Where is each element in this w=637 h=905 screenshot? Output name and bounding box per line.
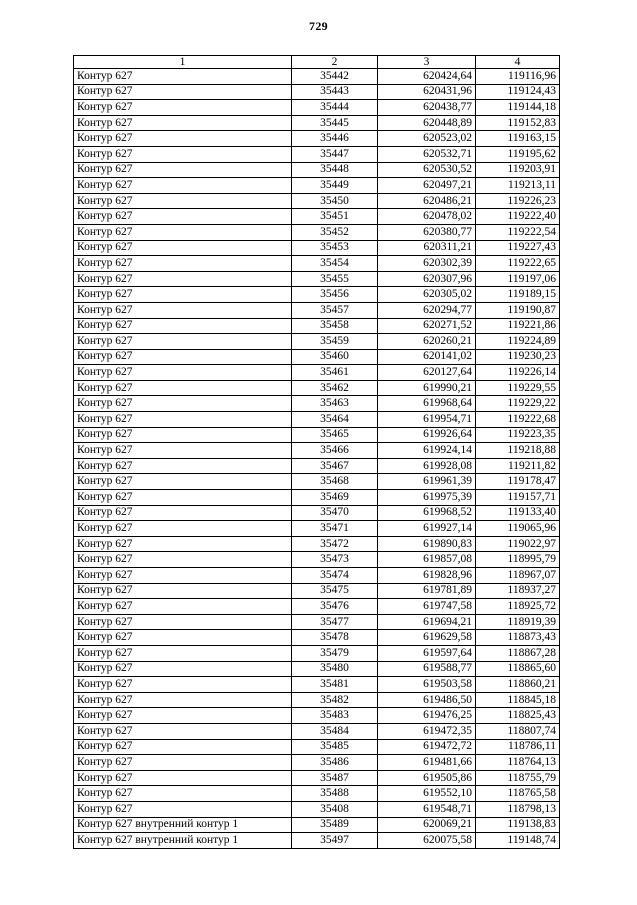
coordinate-y-cell: 118867,28 [476,645,560,661]
point-number-cell: 35466 [292,443,378,459]
contour-name-cell: Контур 627 [74,645,292,661]
coordinate-x-cell: 620127,64 [378,365,476,381]
coordinate-x-cell: 619926,64 [378,427,476,443]
point-number-cell: 35479 [292,645,378,661]
table-row [74,287,560,303]
coordinate-y-cell: 119065,96 [476,521,560,537]
coordinate-y-cell: 119116,96 [476,69,560,85]
point-number-cell: 35456 [292,287,378,303]
point-number-cell: 35443 [292,84,378,100]
contour-name-cell: Контур 627 [74,256,292,272]
table-row [74,833,560,849]
table-row [74,349,560,365]
coordinate-y-cell: 118860,21 [476,677,560,693]
point-number-cell: 35452 [292,224,378,240]
coordinate-y-cell: 119124,43 [476,84,560,100]
coordinate-x-cell: 620424,64 [378,69,476,85]
table-row [74,69,560,85]
coordinate-y-cell: 119152,83 [476,115,560,131]
point-number-cell: 35471 [292,521,378,537]
coordinate-x-cell: 619968,52 [378,505,476,521]
table-row [74,661,560,677]
coordinate-y-cell: 119224,89 [476,334,560,350]
coordinate-y-cell: 118937,27 [476,583,560,599]
table-row [74,334,560,350]
table-row [74,131,560,147]
table-row [74,240,560,256]
coordinate-y-cell: 119163,15 [476,131,560,147]
point-number-cell: 35486 [292,755,378,771]
coordinate-x-cell: 619505,86 [378,770,476,786]
coordinate-y-cell: 118967,07 [476,568,560,584]
coordinate-y-cell: 119190,87 [476,302,560,318]
coordinate-y-cell: 119227,43 [476,240,560,256]
contour-name-cell: Контур 627 [74,271,292,287]
coordinate-x-cell: 619961,39 [378,474,476,490]
point-number-cell: 35463 [292,396,378,412]
coordinate-x-cell: 619968,64 [378,396,476,412]
contour-name-cell: Контур 627 [74,193,292,209]
point-number-cell: 35453 [292,240,378,256]
table-row [74,443,560,459]
table-row [74,708,560,724]
table-row [74,224,560,240]
point-number-cell: 35450 [292,193,378,209]
point-number-cell: 35461 [292,365,378,381]
table-row [74,536,560,552]
contour-name-cell: Контур 627 [74,614,292,630]
table-row [74,770,560,786]
table-row [74,521,560,537]
table-row [74,427,560,443]
contour-name-cell: Контур 627 [74,365,292,381]
table-row [74,490,560,506]
coordinate-x-cell: 620294,77 [378,302,476,318]
coordinate-y-cell: 119157,71 [476,490,560,506]
coordinate-x-cell: 620311,21 [378,240,476,256]
point-number-cell: 35465 [292,427,378,443]
coordinate-y-cell: 118764,13 [476,755,560,771]
coordinate-x-cell: 619928,08 [378,458,476,474]
coordinate-x-cell: 620431,96 [378,84,476,100]
coordinate-x-cell: 620497,21 [378,178,476,194]
coordinate-y-cell: 118845,18 [476,692,560,708]
table-row [74,677,560,693]
coordinate-y-cell: 119222,40 [476,209,560,225]
contour-name-cell: Контур 627 [74,739,292,755]
point-number-cell: 35408 [292,801,378,817]
point-number-cell: 35459 [292,334,378,350]
point-number-cell: 35472 [292,536,378,552]
contour-name-cell: Контур 627 [74,380,292,396]
point-number-cell: 35469 [292,490,378,506]
contour-name-cell: Контур 627 [74,318,292,334]
point-number-cell: 35487 [292,770,378,786]
column-header: 2 [292,56,378,69]
contour-name-cell: Контур 627 [74,209,292,225]
coordinate-y-cell: 118798,13 [476,801,560,817]
table-row [74,318,560,334]
contour-name-cell: Контур 627 [74,69,292,85]
coordinate-y-cell: 119222,54 [476,224,560,240]
coordinate-x-cell: 619486,50 [378,692,476,708]
point-number-cell: 35488 [292,786,378,802]
coordinate-x-cell: 619857,08 [378,552,476,568]
coordinate-y-cell: 119203,91 [476,162,560,178]
table-row [74,786,560,802]
coordinate-x-cell: 620486,21 [378,193,476,209]
coordinate-x-cell: 619924,14 [378,443,476,459]
point-number-cell: 35442 [292,69,378,85]
table-row [74,84,560,100]
contour-name-cell: Контур 627 [74,536,292,552]
coordinate-x-cell: 619828,96 [378,568,476,584]
coordinate-x-cell: 619890,83 [378,536,476,552]
contour-name-cell: Контур 627 [74,100,292,116]
table-row [74,552,560,568]
table-row [74,146,560,162]
coordinate-y-cell: 119221,86 [476,318,560,334]
point-number-cell: 35467 [292,458,378,474]
contour-name-cell: Контур 627 [74,552,292,568]
column-header: 1 [74,56,292,69]
point-number-cell: 35448 [292,162,378,178]
contour-name-cell: Контур 627 [74,708,292,724]
contour-name-cell: Контур 627 [74,224,292,240]
contour-name-cell: Контур 627 [74,131,292,147]
coordinate-x-cell: 619629,58 [378,630,476,646]
contour-name-cell: Контур 627 [74,349,292,365]
contour-name-cell: Контур 627 [74,490,292,506]
coordinate-x-cell: 620530,52 [378,162,476,178]
coordinate-y-cell: 119144,18 [476,100,560,116]
coordinate-x-cell: 619472,72 [378,739,476,755]
table-row [74,645,560,661]
coordinate-y-cell: 118786,11 [476,739,560,755]
coordinate-x-cell: 620478,02 [378,209,476,225]
table-row [74,396,560,412]
table-row [74,256,560,272]
point-number-cell: 35460 [292,349,378,365]
point-number-cell: 35445 [292,115,378,131]
page-number: 729 [309,19,328,33]
contour-name-cell: Контур 627 внутренний контур 1 [74,833,292,849]
table-row [74,380,560,396]
coordinate-y-cell: 119229,55 [476,380,560,396]
table-row [74,302,560,318]
point-number-cell: 35451 [292,209,378,225]
coordinate-y-cell: 119022,97 [476,536,560,552]
coordinate-y-cell: 118765,58 [476,786,560,802]
coordinate-x-cell: 620305,02 [378,287,476,303]
coordinate-x-cell: 619552,10 [378,786,476,802]
contour-name-cell: Контур 627 [74,162,292,178]
coordinate-y-cell: 118925,72 [476,599,560,615]
coordinate-x-cell: 620438,77 [378,100,476,116]
coordinate-y-cell: 119229,22 [476,396,560,412]
coordinate-x-cell: 620260,21 [378,334,476,350]
table-row [74,630,560,646]
contour-name-cell: Контур 627 [74,427,292,443]
coordinate-x-cell: 620307,96 [378,271,476,287]
point-number-cell: 35473 [292,552,378,568]
coordinate-x-cell: 620302,39 [378,256,476,272]
contour-name-cell: Контур 627 [74,115,292,131]
table-row [74,568,560,584]
coordinates-table [73,55,560,849]
table-row [74,100,560,116]
table-row [74,178,560,194]
coordinate-y-cell: 119226,23 [476,193,560,209]
table-row [74,755,560,771]
coordinate-y-cell: 119226,14 [476,365,560,381]
contour-name-cell: Контур 627 [74,755,292,771]
point-number-cell: 35480 [292,661,378,677]
point-number-cell: 35447 [292,146,378,162]
contour-name-cell: Контур 627 [74,287,292,303]
coordinate-y-cell: 119211,82 [476,458,560,474]
point-number-cell: 35474 [292,568,378,584]
table-row [74,505,560,521]
coordinate-x-cell: 620380,77 [378,224,476,240]
point-number-cell: 35484 [292,723,378,739]
coordinate-y-cell: 118919,39 [476,614,560,630]
table-row [74,599,560,615]
coordinate-x-cell: 619476,25 [378,708,476,724]
table-row [74,271,560,287]
coordinate-x-cell: 619694,21 [378,614,476,630]
contour-name-cell: Контур 627 [74,334,292,350]
contour-name-cell: Контур 627 внутренний контур 1 [74,817,292,833]
contour-name-cell: Контур 627 [74,677,292,693]
contour-name-cell: Контур 627 [74,396,292,412]
contour-name-cell: Контур 627 [74,302,292,318]
table-row [74,739,560,755]
point-number-cell: 35475 [292,583,378,599]
coordinate-y-cell: 119195,62 [476,146,560,162]
contour-name-cell: Контур 627 [74,630,292,646]
point-number-cell: 35449 [292,178,378,194]
contour-name-cell: Контур 627 [74,412,292,428]
contour-name-cell: Контур 627 [74,458,292,474]
coordinate-y-cell: 119148,74 [476,833,560,849]
table-row [74,817,560,833]
contour-name-cell: Контур 627 [74,661,292,677]
coordinate-x-cell: 620448,89 [378,115,476,131]
table-row [74,583,560,599]
contour-name-cell: Контур 627 [74,474,292,490]
table-header-row [74,56,560,69]
point-number-cell: 35483 [292,708,378,724]
point-number-cell: 35464 [292,412,378,428]
coordinate-y-cell: 119138,83 [476,817,560,833]
coordinate-x-cell: 620075,58 [378,833,476,849]
table-row [74,801,560,817]
contour-name-cell: Контур 627 [74,692,292,708]
point-number-cell: 35455 [292,271,378,287]
coordinate-x-cell: 619954,71 [378,412,476,428]
coordinate-x-cell: 619503,58 [378,677,476,693]
coordinate-y-cell: 119222,68 [476,412,560,428]
contour-name-cell: Контур 627 [74,178,292,194]
contour-name-cell: Контур 627 [74,786,292,802]
point-number-cell: 35457 [292,302,378,318]
coordinate-x-cell: 620069,21 [378,817,476,833]
coordinate-x-cell: 620271,52 [378,318,476,334]
table-body [74,69,560,849]
point-number-cell: 35485 [292,739,378,755]
coordinate-x-cell: 619481,66 [378,755,476,771]
contour-name-cell: Контур 627 [74,146,292,162]
point-number-cell: 35462 [292,380,378,396]
coordinate-y-cell: 119218,88 [476,443,560,459]
column-header: 3 [378,56,476,69]
contour-name-cell: Контур 627 [74,583,292,599]
coordinate-x-cell: 619975,39 [378,490,476,506]
table-row [74,209,560,225]
coordinate-x-cell: 619472,35 [378,723,476,739]
contour-name-cell: Контур 627 [74,568,292,584]
contour-name-cell: Контур 627 [74,443,292,459]
table-row [74,162,560,178]
point-number-cell: 35468 [292,474,378,490]
point-number-cell: 35477 [292,614,378,630]
coordinate-y-cell: 119197,06 [476,271,560,287]
point-number-cell: 35446 [292,131,378,147]
coordinate-x-cell: 619747,58 [378,599,476,615]
contour-name-cell: Контур 627 [74,599,292,615]
coordinate-y-cell: 118755,79 [476,770,560,786]
point-number-cell: 35481 [292,677,378,693]
coordinate-y-cell: 119213,11 [476,178,560,194]
contour-name-cell: Контур 627 [74,801,292,817]
coordinate-x-cell: 619781,89 [378,583,476,599]
coordinate-y-cell: 118865,60 [476,661,560,677]
contour-name-cell: Контур 627 [74,84,292,100]
coordinate-x-cell: 619597,64 [378,645,476,661]
contour-name-cell: Контур 627 [74,505,292,521]
coordinate-y-cell: 119189,15 [476,287,560,303]
coordinate-y-cell: 118807,74 [476,723,560,739]
coordinate-x-cell: 619548,71 [378,801,476,817]
table-row [74,692,560,708]
coordinate-y-cell: 118995,79 [476,552,560,568]
column-header: 4 [476,56,560,69]
table-row [74,458,560,474]
coordinate-x-cell: 619927,14 [378,521,476,537]
table-row [74,193,560,209]
coordinate-y-cell: 118873,43 [476,630,560,646]
coordinate-x-cell: 619990,21 [378,380,476,396]
contour-name-cell: Контур 627 [74,723,292,739]
table-row [74,723,560,739]
coordinate-x-cell: 620141,02 [378,349,476,365]
contour-name-cell: Контур 627 [74,240,292,256]
coordinate-y-cell: 119133,40 [476,505,560,521]
point-number-cell: 35444 [292,100,378,116]
coordinate-y-cell: 118825,43 [476,708,560,724]
coordinate-y-cell: 119222,65 [476,256,560,272]
table-row [74,614,560,630]
table-row [74,115,560,131]
point-number-cell: 35478 [292,630,378,646]
point-number-cell: 35476 [292,599,378,615]
coordinate-y-cell: 119223,35 [476,427,560,443]
point-number-cell: 35497 [292,833,378,849]
table-row [74,365,560,381]
point-number-cell: 35454 [292,256,378,272]
contour-name-cell: Контур 627 [74,770,292,786]
coordinate-x-cell: 619588,77 [378,661,476,677]
point-number-cell: 35482 [292,692,378,708]
contour-name-cell: Контур 627 [74,521,292,537]
coordinate-y-cell: 119230,23 [476,349,560,365]
point-number-cell: 35470 [292,505,378,521]
table-row [74,474,560,490]
coordinate-y-cell: 119178,47 [476,474,560,490]
table-row [74,412,560,428]
point-number-cell: 35489 [292,817,378,833]
coordinate-x-cell: 620523,02 [378,131,476,147]
coordinate-x-cell: 620532,71 [378,146,476,162]
point-number-cell: 35458 [292,318,378,334]
